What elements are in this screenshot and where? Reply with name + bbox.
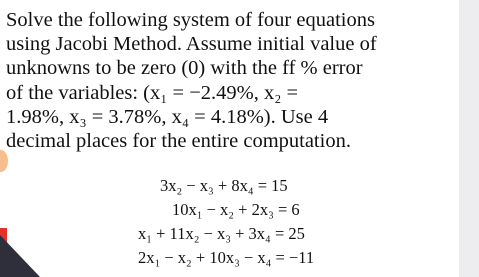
problem-statement: [6, 8, 414, 153]
problem-line: 1.98%, x₃ = 3.78%, x₄ = 4.18%). Use 4: [6, 105, 329, 128]
highlight-mark: [0, 150, 8, 172]
side-strip: [459, 0, 479, 277]
problem-line: of the variables: (x₁ = −2.49%, x₂ =: [6, 81, 299, 104]
equation-4: 2x₁ − x₂ + 10x₃ − x₄ = −11: [138, 248, 315, 267]
problem-line: unknowns to be zero (0) with the ff % error: [6, 57, 363, 80]
problem-line: decimal places for the entire computation.: [6, 130, 351, 153]
equation-1: 3x₂ − x₃ + 8x₄ = 15: [160, 176, 288, 195]
equation-3: x₁ + 11x₂ − x₃ + 3x₄ = 25: [138, 224, 305, 243]
problem-line: using Jacobi Method. Assume initial value of: [6, 33, 377, 56]
equation-2: 10x₁ − x₂ + 2x₃ = 6: [172, 200, 300, 219]
problem-line: Solve the following system of four equations: [6, 9, 375, 31]
corner-triangle: [0, 235, 40, 277]
